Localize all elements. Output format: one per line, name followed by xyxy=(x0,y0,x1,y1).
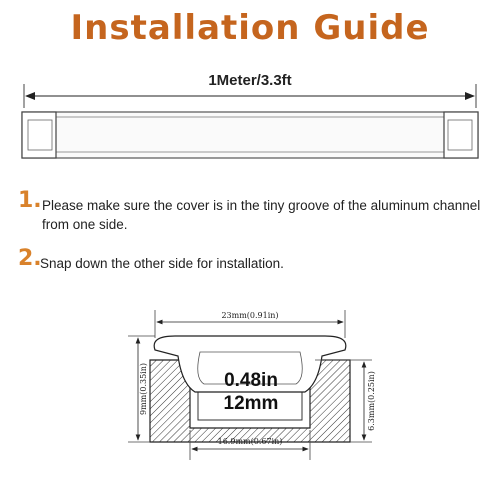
right-height-label: 6.3mm(0.25in) xyxy=(367,371,376,431)
inner-width-mm: 12mm xyxy=(223,393,279,414)
length-label: 1Meter/3.3ft xyxy=(208,72,292,89)
step-2-number: 2. xyxy=(18,246,42,271)
left-height-label: 9mm(0.35in) xyxy=(139,362,148,416)
step-2-text: Snap down the other side for installation. xyxy=(40,256,284,271)
step-1-number: 1. xyxy=(18,188,42,213)
top-width-label: 23mm(0.91in) xyxy=(221,311,279,320)
step-1-text: Please make sure the cover is in the tiny groove of the aluminum channel from one side. xyxy=(42,198,481,232)
page-title: Installation Guide xyxy=(70,8,430,48)
bottom-width-label: 16.9mm(0.67in) xyxy=(217,437,283,446)
inner-width-in: 0.48in xyxy=(224,370,278,391)
